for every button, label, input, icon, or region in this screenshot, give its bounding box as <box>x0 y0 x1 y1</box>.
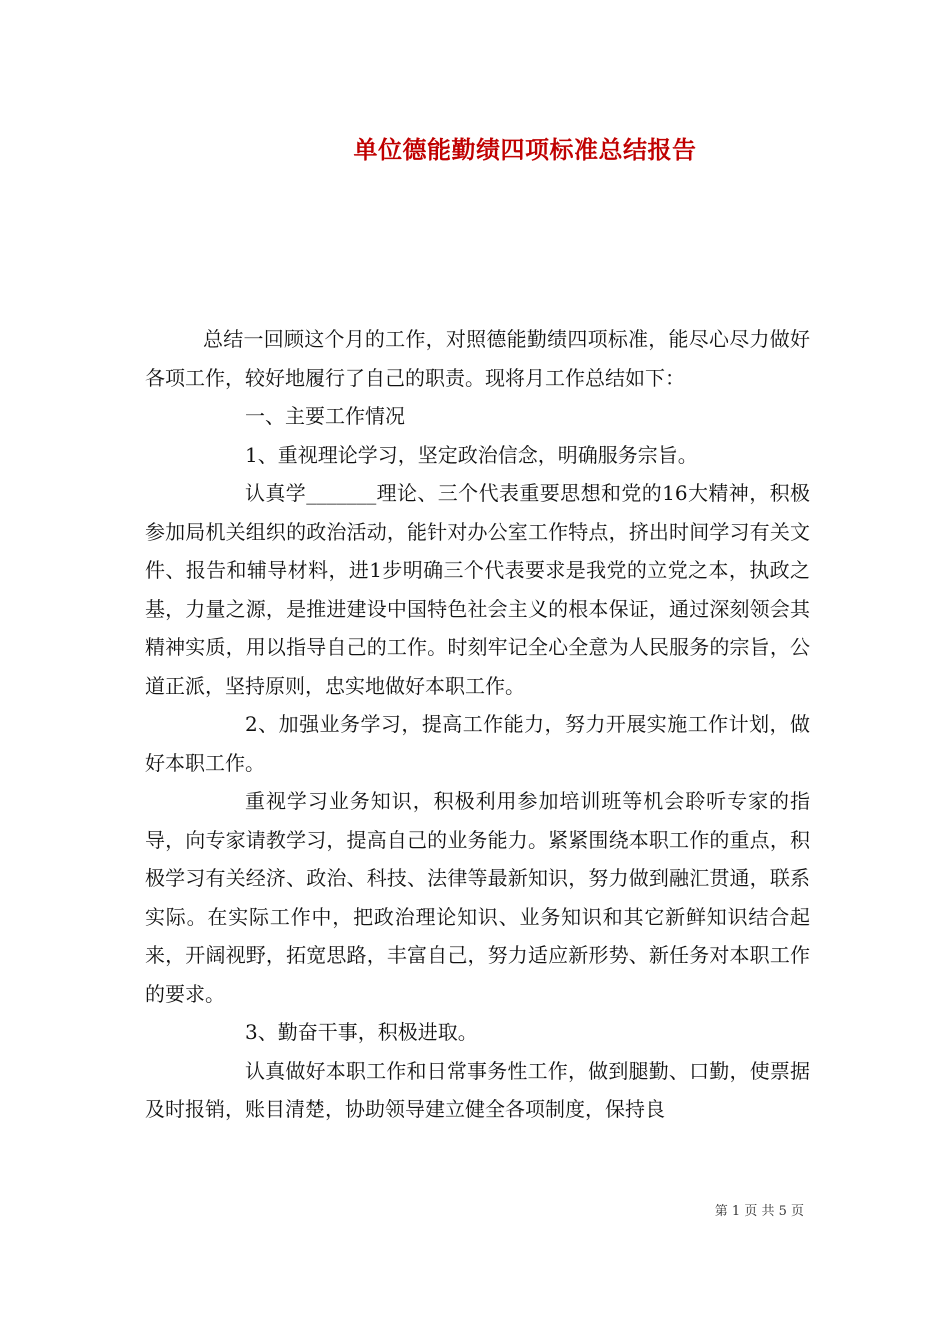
paragraph-theory-study: 认真学_______理论、三个代表重要思想和党的16大精神，积极参加局机关组织的政治活动，能针对办公室工作特点，挤出时间学习有关文件、报告和辅导材料，进1步明确三个代表要求是我党的立党之本，执政之基，力量之源，是推进建设中国特色社会主义的根本保证，通过深刻领会其精神实质，用以指导自己的工作。时刻牢记全心全意为人民服务的宗旨，公道正派，坚持原则，忠实地做好本职工作。 <box>145 481 810 698</box>
page-number-footer: 第 1 页 共 5 页 <box>714 1204 804 1219</box>
document-body <box>145 320 810 1129</box>
paragraph-intro: 总结一回顾这个月的工作，对照德能勤绩四项标准，能尽心尽力做好各项工作，较好地履行了自己的职责。现将月工作总结如下： <box>145 327 810 390</box>
item-heading-theory-study: 1、重视理论学习，坚定政治信念，明确服务宗旨。 <box>245 442 698 467</box>
section-heading-main-work: 一、主要工作情况 <box>245 404 405 428</box>
item-heading-diligence: 3、勤奋干事，积极进取。 <box>245 1020 478 1044</box>
paragraph-diligence: 认真做好本职工作和日常事务性工作，做到腿勤、口勤，使票据及时报销，账目清楚，协助领导建立健全各项制度，保持良 <box>145 1058 810 1121</box>
paragraph-business-study: 重视学习业务知识，积极利用参加培训班等机会聆听专家的指导，向专家请教学习，提高自己的业务能力。紧紧围绕本职工作的重点，积极学习有关经济、政治、科技、法律等最新知识，努力做到融汇贯通，联系实际。在实际工作中，把政治理论知识、业务知识和其它新鲜知识结合起来，开阔视野，拓宽思路，丰富自己，努力适应新形势、新任务对本职工作的要求。 <box>145 789 810 1006</box>
document-title: 单位德能勤绩四项标准总结报告 <box>353 135 697 164</box>
item-heading-business-study: 2、加强业务学习，提高工作能力，努力开展实施工作计划，做好本职工作。 <box>145 712 810 775</box>
